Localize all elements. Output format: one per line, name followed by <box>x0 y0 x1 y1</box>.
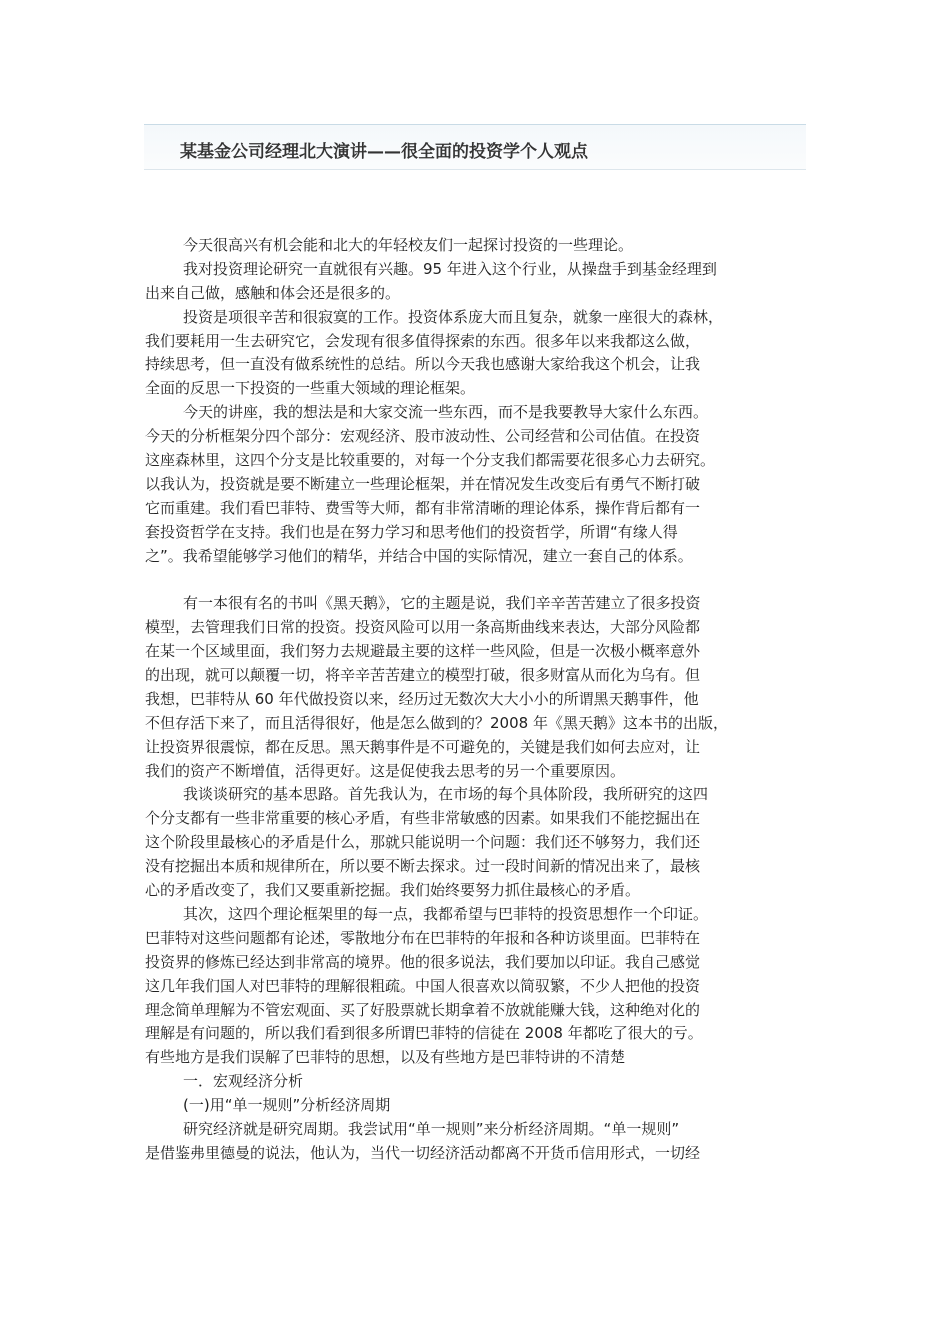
paragraph-line: 是借鉴弗里德曼的说法，他认为，当代一切经济活动都离不开货币信用形式，一切经 <box>145 1143 701 1162</box>
title-banner <box>144 124 806 170</box>
paragraph-line: 没有挖掘出本质和规律所在，所以要不断去探求。过一段时间新的情况出来了，最核 <box>145 857 701 876</box>
paragraph-line: 心的矛盾改变了，我们又要重新挖掘。我们始终要努力抓住最核心的矛盾。 <box>145 881 641 900</box>
paragraph-line: 让投资界很震惊，都在反思。黑天鹅事件是不可避免的，关键是我们如何去应对，让 <box>145 737 701 756</box>
paragraph-line: 不但存活下来了，而且活得很好，他是怎么做到的？2008 年《黑天鹅》这本书的出版， <box>145 713 728 732</box>
paragraph-line: 出来自己做，感触和体会还是很多的。 <box>145 283 401 302</box>
paragraph-line: 巴菲特对这些问题都有论述，零散地分布在巴菲特的年报和各种访谈里面。巴菲特在 <box>145 928 701 947</box>
paragraph-line: 这座森林里，这四个分支是比较重要的，对每一个分支我们都需要花很多心力去研究。 <box>145 451 716 470</box>
paragraph-line: 我们的资产不断增值，活得更好。这是促使我去思考的另一个重要原因。 <box>145 761 626 780</box>
paragraph-line: 我谈谈研究的基本思路。首先我认为，在市场的每个具体阶段，我所研究的这四 <box>183 785 709 804</box>
paragraph-line: 套投资哲学在支持。我们也是在努力学习和思考他们的投资哲学，所谓“有缘人得 <box>145 522 678 541</box>
paragraph-line: 我们要耗用一生去研究它，会发现有很多值得探索的东西。很多年以来我都这么做， <box>145 331 701 350</box>
paragraph-line: 投资界的修炼已经达到非常高的境界。他的很多说法，我们要加以印证。我自己感觉 <box>145 952 701 971</box>
paragraph-line: 研究经济就是研究周期。我尝试用“单一规则”来分析经济周期。“单一规则” <box>183 1119 680 1138</box>
paragraph-line: 这几年我们国人对巴菲特的理解很粗疏。中国人很喜欢以简驭繁，不少人把他的投资 <box>145 976 701 995</box>
paragraph-line: 在某一个区域里面，我们努力去规避最主要的这样一些风险，但是一次极小概率意外 <box>145 642 701 661</box>
paragraph-line: 投资是项很辛苦和很寂寞的工作。投资体系庞大而且复杂，就象一座很大的森林， <box>183 307 724 326</box>
paragraph-line: 我想，巴菲特从 60 年代做投资以来，经历过无数次大大小小的所谓黑天鹅事件，他 <box>145 689 699 708</box>
paragraph-line: 全面的反思一下投资的一些重大领域的理论框架。 <box>145 379 476 398</box>
paragraph-line: 有一本很有名的书叫《黑天鹅》，它的主题是说，我们辛辛苦苦建立了很多投资 <box>183 594 701 613</box>
paragraph-line: (一)用“单一规则”分析经济周期 <box>183 1096 391 1115</box>
paragraph-line: 的出现，就可以颠覆一切，将辛辛苦苦建立的模型打破，很多财富从而化为乌有。但 <box>145 666 701 685</box>
paragraph-line: 模型，去管理我们日常的投资。投资风险可以用一条高斯曲线来表达，大部分风险都 <box>145 618 701 637</box>
paragraph-line: 它而重建。我们看巴菲特、费雪等大师，都有非常清晰的理论体系，操作背后都有一 <box>145 498 701 517</box>
paragraph-line: 持续思考，但一直没有做系统性的总结。所以今天我也感谢大家给我这个机会，让我 <box>145 355 701 374</box>
paragraph-line: 其次，这四个理论框架里的每一点，我都希望与巴菲特的投资思想作一个印证。 <box>183 904 709 923</box>
paragraph-line: 理念简单理解为不管宏观面、买了好股票就长期拿着不放就能赚大钱，这种绝对化的 <box>145 1000 701 1019</box>
paragraph-line: 这个阶段里最核心的矛盾是什么，那就只能说明一个问题：我们还不够努力，我们还 <box>145 833 701 852</box>
paragraph-line: 个分支都有一些非常重要的核心矛盾，有些非常敏感的因素。如果我们不能挖掘出在 <box>145 809 701 828</box>
paragraph-line: 今天很高兴有机会能和北大的年轻校友们一起探讨投资的一些理论。 <box>183 236 634 254</box>
paragraph-line: 有些地方是我们误解了巴菲特的思想，以及有些地方是巴菲特讲的不清楚 <box>145 1048 626 1067</box>
blank-line <box>145 568 825 592</box>
paragraph-line: 理解是有问题的，所以我们看到很多所谓巴菲特的信徒在 2008 年都吃了很大的亏。 <box>145 1024 703 1043</box>
paragraph-line: 今天的讲座，我的想法是和大家交流一些东西，而不是我要教导大家什么东西。 <box>183 403 709 422</box>
paragraph-line: 一．宏观经济分析 <box>183 1072 304 1091</box>
paragraph-line: 以我认为，投资就是要不断建立一些理论框架，并在情况发生改变后有勇气不断打破 <box>145 474 701 493</box>
paragraph-line: 之”。我希望能够学习他们的精华，并结合中国的实际情况，建立一套自己的体系。 <box>145 546 693 565</box>
page-title: 某基金公司经理北大演讲——很全面的投资学个人观点 <box>180 142 588 162</box>
article-body <box>145 234 825 1166</box>
paragraph-line: 今天的分析框架分四个部分：宏观经济、股市波动性、公司经营和公司估值。在投资 <box>145 427 701 446</box>
paragraph-line: 我对投资理论研究一直就很有兴趣。95 年进入这个行业，从操盘手到基金经理到 <box>183 259 717 278</box>
